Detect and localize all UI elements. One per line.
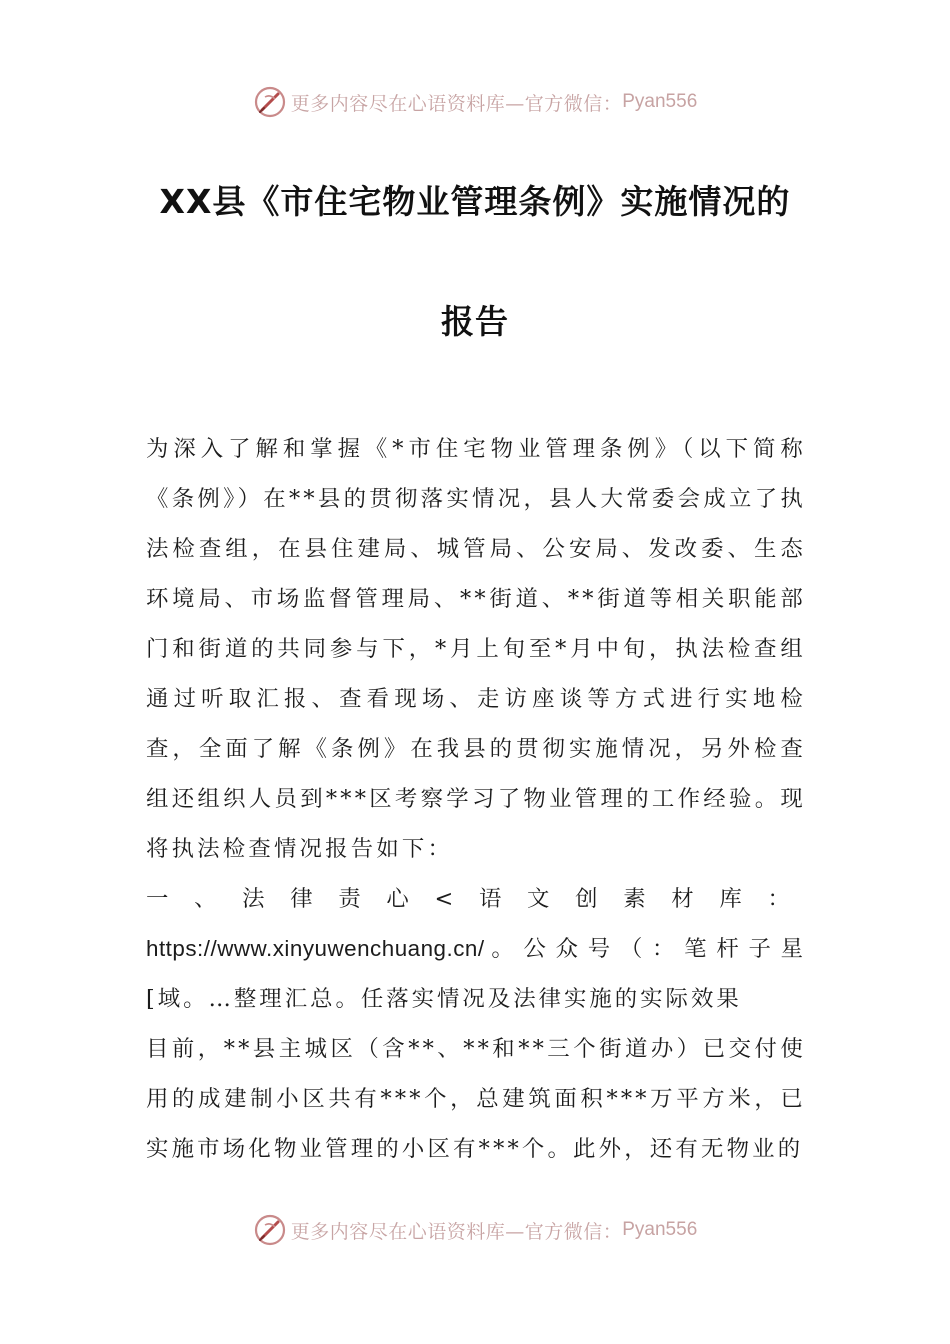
pen-logo-icon — [253, 1213, 287, 1247]
document-title-line2: 报告 — [441, 302, 509, 341]
intro-paragraph: 为深入了解和掌握《*市住宅物业管理条例》（以下简称《条例》）在**县的贯彻落实情况，县人大常委会成立了执法检查组，在县住建局、城管局、公安局、发改委、生态环境局、市场监督管理局、**街道、**街道等相关职能部门和街道的共同参与下，*月上旬至*月中旬，执法检查组通过听取汇报、查看现场、走访座谈等方式进行实地检查，全面了解《条例》在我县的贯彻实施情况，另外检查组还组织人员到***区考察学习了物业管理的工作经验。现将执法检查情况报告如下： — [146, 436, 806, 862]
document-body — [146, 424, 806, 1174]
section-heading-prefix: 一、法律责心<语文创素材库： — [146, 886, 806, 912]
section-heading — [146, 874, 806, 1024]
body-paragraph-2: 目前，**县主城区（含**、**和**三个街道办）已交付使用的成建制小区共有***个，总建筑面积***万平方米，已实施市场化物业管理的小区有***个。此外，还有无物业的 — [146, 1036, 806, 1162]
header-watermark-banner — [0, 82, 950, 122]
banner-contact: Pyan556 — [622, 1219, 698, 1240]
section-heading-url: https://www.xinyuwenchuang.cn/ — [146, 936, 485, 961]
section-heading-suffix: 。公众号（：笔杆子星[域。…整理汇总。任落实情况及法律实施的实际效果 — [146, 936, 806, 1012]
document-title-line1: XX县《市住宅物业管理条例》实施情况的 — [159, 182, 791, 221]
banner-text: 更多内容尽在心语资料库—官方微信： — [290, 1220, 623, 1243]
footer-watermark-banner — [0, 1210, 950, 1250]
banner-contact: Pyan556 — [622, 91, 698, 112]
pen-logo-icon — [253, 85, 287, 119]
banner-text: 更多内容尽在心语资料库—官方微信： — [290, 92, 623, 115]
